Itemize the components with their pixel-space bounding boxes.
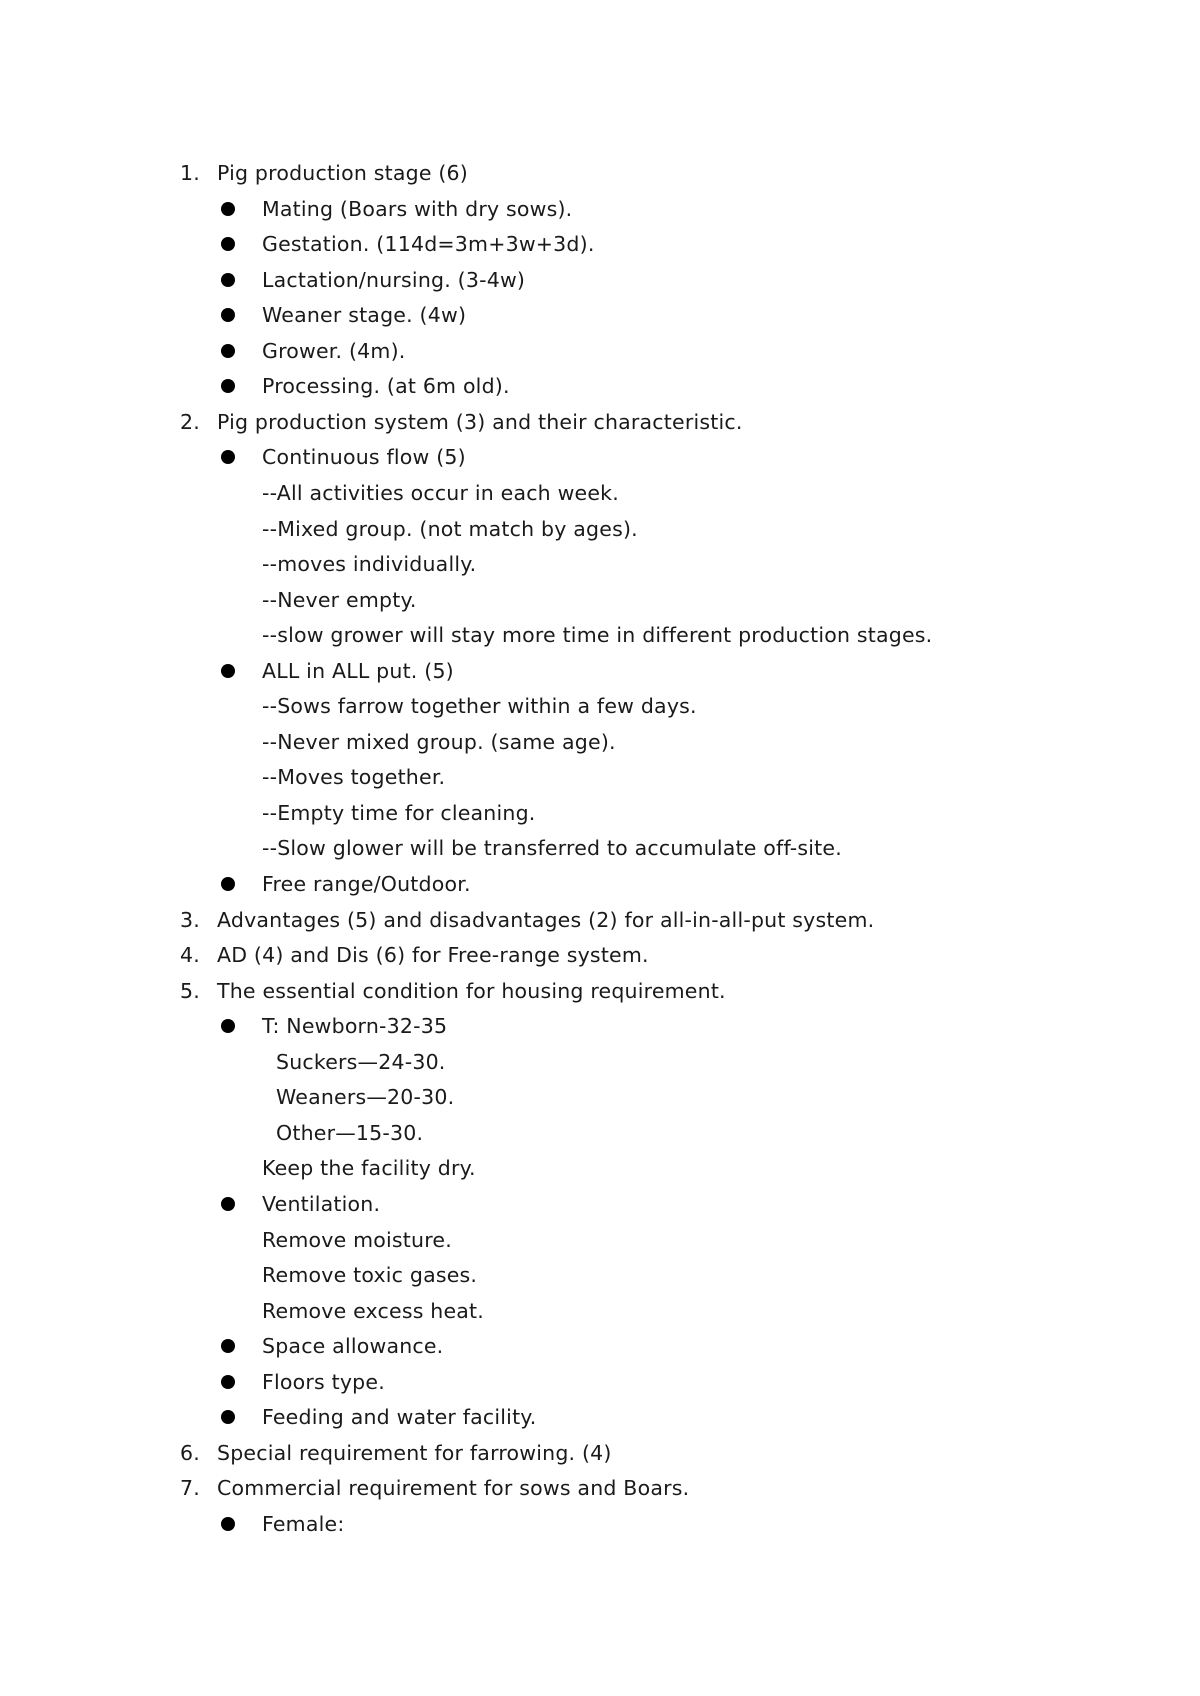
list-number: 5. bbox=[180, 978, 200, 1003]
bullet-icon bbox=[221, 1375, 235, 1389]
bullet-icon bbox=[221, 664, 235, 678]
continuation-text: --slow grower will stay more time in different production stages. bbox=[262, 623, 933, 648]
bullet-icon bbox=[221, 308, 235, 322]
bullet-icon bbox=[221, 1517, 235, 1531]
list-number: 7. bbox=[180, 1476, 200, 1501]
bullet-icon bbox=[221, 344, 235, 358]
bullet-icon bbox=[221, 379, 235, 393]
list-number: 6. bbox=[180, 1440, 200, 1465]
bullet-item-text: Grower. (4m). bbox=[262, 338, 406, 363]
list-number: 1. bbox=[180, 161, 200, 185]
bullet-item-text: T: Newborn-32-35 bbox=[262, 1014, 448, 1039]
list-number: 4. bbox=[180, 943, 200, 968]
bullet-icon bbox=[221, 237, 235, 251]
continuation-text: --Mixed group. (not match by ages). bbox=[262, 516, 638, 541]
continuation-text: --Never mixed group. (same age). bbox=[262, 729, 616, 754]
list-number: 2. bbox=[180, 409, 200, 434]
continuation-text: Keep the facility dry. bbox=[262, 1156, 476, 1181]
list-item-text: Special requirement for farrowing. (4) bbox=[217, 1440, 612, 1465]
bullet-item-text: ALL in ALL put. (5) bbox=[262, 658, 454, 683]
bullet-item-text: Feeding and water facility. bbox=[262, 1405, 537, 1430]
continuation-text: Other—15-30. bbox=[276, 1120, 424, 1145]
continuation-text: --Moves together. bbox=[262, 765, 446, 790]
bullet-item-text: Continuous flow (5) bbox=[262, 445, 466, 470]
continuation-text: --Never empty. bbox=[262, 587, 417, 612]
bullet-icon bbox=[221, 1410, 235, 1424]
continuation-text: Remove toxic gases. bbox=[262, 1263, 478, 1287]
list-item-text: AD (4) and Dis (6) for Free-range system. bbox=[217, 943, 649, 968]
bullet-item-text: Lactation/nursing. (3-4w) bbox=[262, 267, 526, 292]
continuation-text: Suckers—24-30. bbox=[276, 1049, 446, 1074]
continuation-text: Remove excess heat. bbox=[262, 1298, 485, 1323]
continuation-text: --All activities occur in each week. bbox=[262, 480, 619, 505]
continuation-text: --Slow glower will be transferred to accumulate off-site. bbox=[262, 836, 842, 861]
list-item-text: Commercial requirement for sows and Boars. bbox=[217, 1476, 690, 1501]
bullet-item-text: Processing. (at 6m old). bbox=[262, 374, 510, 399]
bullet-item-text: Floors type. bbox=[262, 1369, 385, 1394]
list-item-text: Pig production stage (6) bbox=[217, 161, 468, 185]
list-item-text: Advantages (5) and disadvantages (2) for all-in-all-put system. bbox=[217, 907, 875, 932]
bullet-item-text: Gestation. (114d=3m+3w+3d). bbox=[262, 232, 595, 257]
continuation-text: --moves individually. bbox=[262, 552, 477, 576]
continuation-text: Remove moisture. bbox=[262, 1227, 452, 1252]
bullet-item-text: Mating (Boars with dry sows). bbox=[262, 196, 573, 221]
bullet-icon bbox=[221, 1339, 235, 1353]
list-number: 3. bbox=[180, 907, 200, 932]
bullet-item-text: Weaner stage. (4w) bbox=[262, 303, 467, 328]
bullet-item-text: Female: bbox=[262, 1511, 345, 1536]
list-item-text: Pig production system (3) and their characteristic. bbox=[217, 409, 743, 434]
continuation-text: --Sows farrow together within a few days. bbox=[262, 694, 697, 719]
list-item-text: The essential condition for housing requirement. bbox=[217, 978, 726, 1003]
continuation-text: Weaners—20-30. bbox=[276, 1085, 455, 1110]
bullet-item-text: Ventilation. bbox=[262, 1191, 381, 1216]
bullet-icon bbox=[221, 1197, 235, 1211]
bullet-icon bbox=[221, 273, 235, 287]
bullet-icon bbox=[221, 1019, 235, 1033]
bullet-item-text: Free range/Outdoor. bbox=[262, 872, 471, 896]
bullet-icon bbox=[221, 450, 235, 464]
continuation-text: --Empty time for cleaning. bbox=[262, 800, 536, 825]
bullet-icon bbox=[221, 877, 235, 891]
bullet-item-text: Space allowance. bbox=[262, 1334, 444, 1359]
bullet-icon bbox=[221, 202, 235, 216]
